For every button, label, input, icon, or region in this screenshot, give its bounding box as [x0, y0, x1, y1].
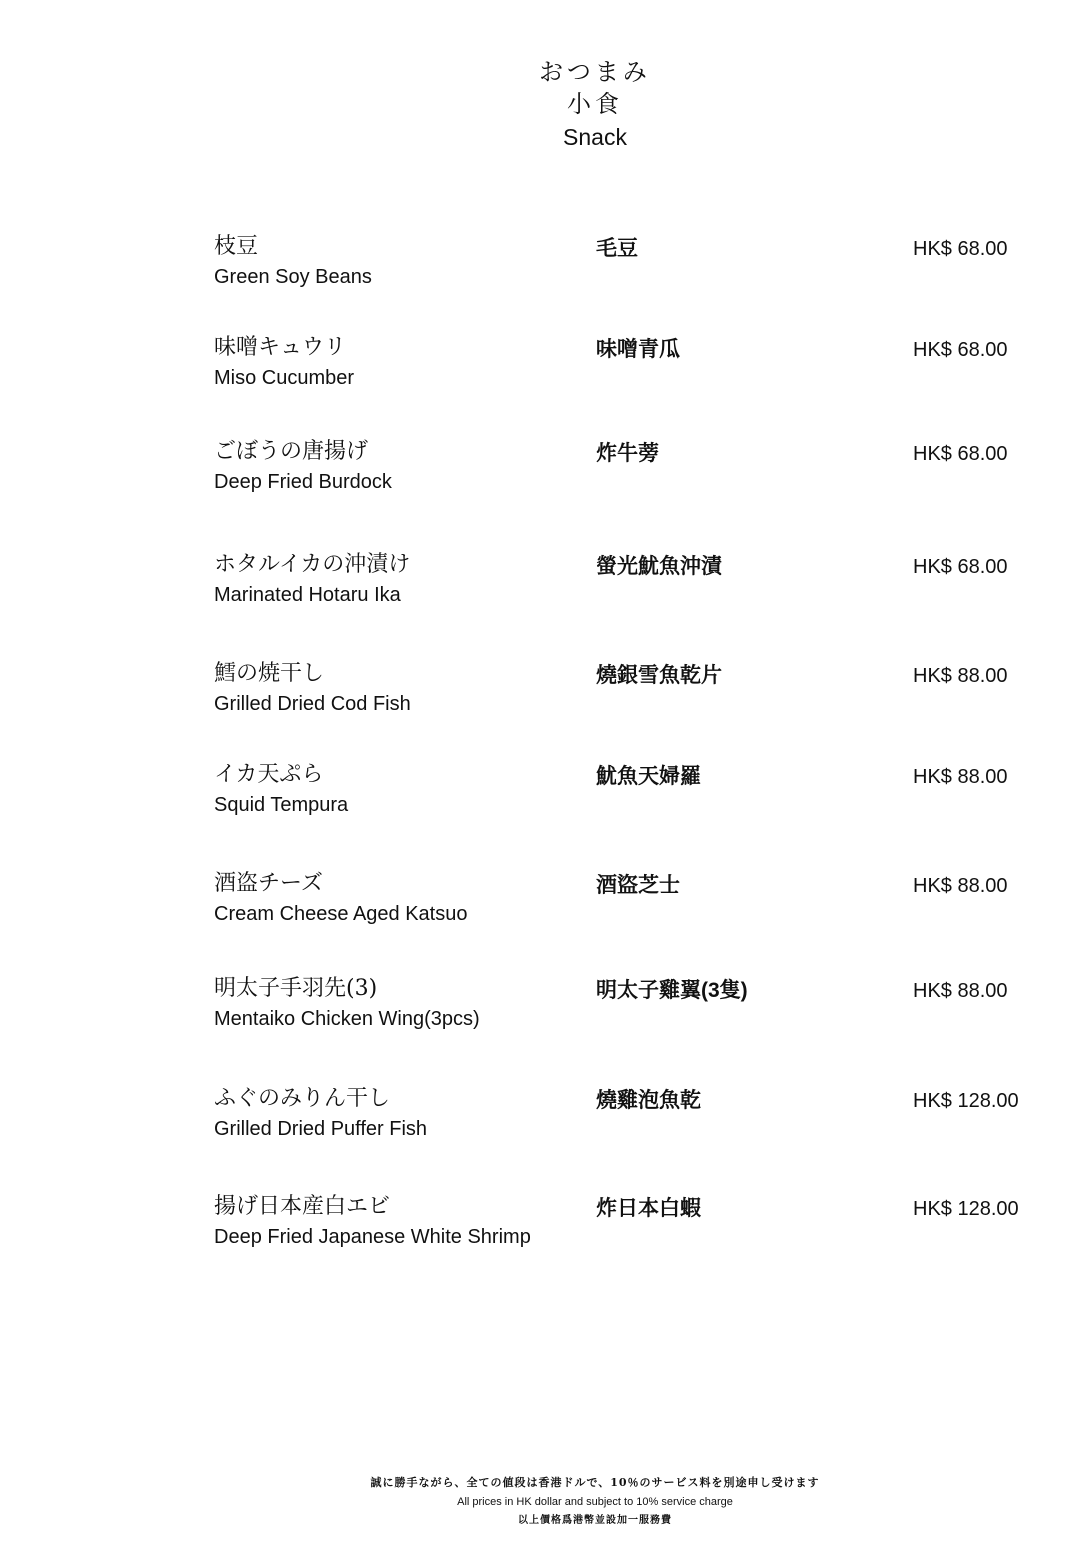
item-name-japanese: 枝豆	[214, 234, 259, 259]
section-title-chinese: 小食	[567, 90, 623, 118]
item-price: HK$ 88.00	[913, 665, 1008, 687]
item-name-english: Grilled Dried Cod Fish	[214, 693, 411, 715]
item-name-chinese: 味噌青瓜	[596, 338, 680, 361]
item-price: HK$ 128.00	[913, 1198, 1019, 1220]
item-name-chinese: 酒盜芝士	[596, 874, 680, 897]
item-price: HK$ 68.00	[913, 238, 1008, 260]
item-price: HK$ 68.00	[913, 443, 1008, 465]
item-name-chinese: 毛豆	[596, 237, 638, 260]
section-title-japanese: おつまみ	[539, 58, 651, 86]
item-name-japanese: 酒盗チーズ	[214, 871, 323, 896]
item-name-japanese: ごぼうの唐揚げ	[214, 439, 369, 464]
menu-item-marinated-hotaru-ika	[0, 551, 1080, 621]
item-price: HK$ 88.00	[913, 766, 1008, 788]
item-name-chinese: 燒雞泡魚乾	[596, 1089, 701, 1112]
menu-item-grilled-dried-cod-fish	[0, 660, 1080, 730]
item-name-chinese: 炸日本白蝦	[596, 1197, 701, 1220]
item-price: HK$ 68.00	[913, 339, 1008, 361]
item-name-english: Miso Cucumber	[214, 367, 355, 389]
item-name-english: Marinated Hotaru Ika	[214, 584, 401, 606]
item-name-japanese: 味噌キュウリ	[214, 335, 347, 360]
item-name-english: Grilled Dried Puffer Fish	[214, 1118, 428, 1140]
item-name-japanese: 鱈の焼干し	[214, 661, 325, 686]
item-price: HK$ 128.00	[913, 1090, 1019, 1112]
item-name-chinese: 炸牛蒡	[596, 442, 659, 465]
section-title-english: Snack	[563, 124, 627, 150]
menu-item-deep-fried-burdock	[0, 438, 1080, 508]
menu-item-grilled-dried-puffer-fish	[0, 1085, 1080, 1155]
item-name-japanese: 揚げ日本産白エビ	[214, 1194, 391, 1219]
menu-header	[0, 56, 1080, 154]
item-price: HK$ 68.00	[913, 556, 1008, 578]
footer-note-chinese: 以上價格爲港幣並設加一服務費	[518, 1515, 672, 1526]
item-name-english: Squid Tempura	[214, 794, 349, 816]
item-name-japanese: ホタルイカの沖漬け	[214, 552, 411, 577]
item-name-english: Deep Fried Burdock	[214, 471, 392, 493]
menu-item-miso-cucumber	[0, 334, 1080, 404]
item-price: HK$ 88.00	[913, 875, 1008, 897]
item-name-english: Mentaiko Chicken Wing(3pcs)	[214, 1008, 480, 1030]
item-name-chinese: 魷魚天婦羅	[596, 765, 701, 788]
menu-item-squid-tempura	[0, 761, 1080, 831]
menu-item-cream-cheese-aged-katsuo	[0, 870, 1080, 940]
item-name-japanese: 明太子手羽先(3)	[214, 976, 378, 1001]
item-name-english: Deep Fried Japanese White Shrimp	[214, 1226, 531, 1248]
item-name-chinese: 螢光魷魚沖漬	[596, 555, 722, 578]
service-charge-note	[0, 1474, 1080, 1530]
item-name-chinese: 燒銀雪魚乾片	[596, 664, 722, 687]
menu-item-green-soy-beans	[0, 233, 1080, 303]
item-name-chinese: 明太子雞翼(3隻)	[596, 979, 748, 1002]
item-name-japanese: ふぐのみりん干し	[214, 1086, 391, 1111]
item-name-english: Cream Cheese Aged Katsuo	[214, 903, 468, 925]
menu-item-mentaiko-chicken-wing	[0, 975, 1080, 1045]
item-price: HK$ 88.00	[913, 980, 1008, 1002]
footer-note-english: All prices in HK dollar and subject to 10% service charge	[457, 1496, 733, 1508]
footer-note-japanese: 誠に勝手ながら、全ての値段は香港ドルで、10％のサービス料を別途申し受けます	[370, 1476, 820, 1489]
item-name-english: Green Soy Beans	[214, 266, 372, 288]
menu-item-deep-fried-japanese-white-shrimp	[0, 1193, 1080, 1263]
item-name-japanese: イカ天ぷら	[214, 762, 324, 787]
